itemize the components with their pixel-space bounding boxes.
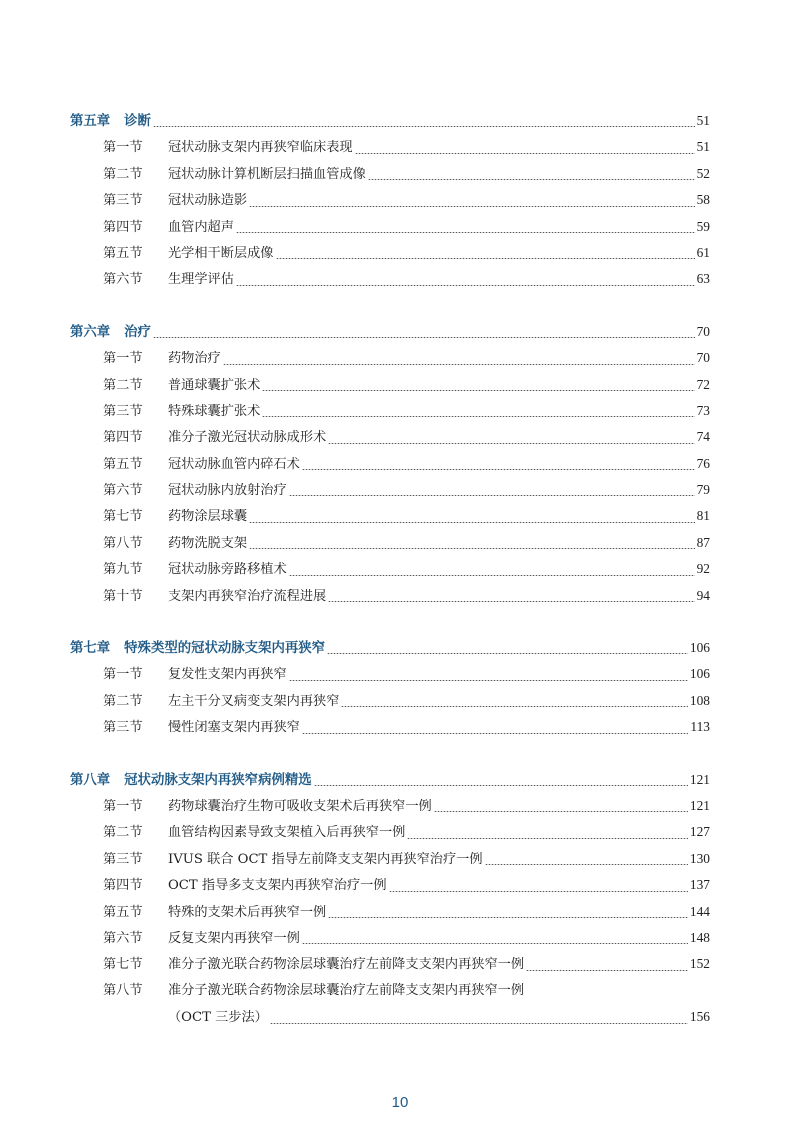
section-entry[interactable]	[70, 424, 710, 450]
section-title: 准分子激光联合药物涂层球囊治疗左前降支支架内再狭窄一例	[168, 957, 525, 973]
section-title: 血管内超声	[168, 219, 234, 235]
chapter-entry[interactable]	[70, 635, 710, 661]
section-page: 70	[696, 350, 710, 366]
section-page: 121	[689, 797, 710, 813]
chapter-title: 诊断	[124, 114, 151, 129]
section-label: 第五节	[103, 456, 143, 472]
dot-leader	[262, 390, 694, 391]
section-title: 药物治疗	[168, 351, 221, 367]
section-title: 支架内再狭窄治疗流程进展	[168, 588, 327, 604]
dot-leader	[302, 469, 695, 470]
dot-leader	[314, 785, 688, 786]
section-entry[interactable]	[70, 951, 710, 977]
section-entry[interactable]	[70, 583, 710, 609]
section-entry[interactable]	[70, 187, 710, 213]
section-entry[interactable]	[70, 793, 710, 819]
section-label: 第八节	[103, 982, 143, 998]
dot-leader	[328, 601, 694, 602]
section-title: IVUS 联合 OCT 指导左前降支支架内再狭窄治疗一例	[168, 851, 483, 867]
section-entry[interactable]	[70, 161, 710, 187]
section-title: 复发性支架内再狭窄	[168, 667, 287, 683]
section-label: 第九节	[103, 562, 143, 578]
section-entry[interactable]	[70, 819, 710, 845]
dot-leader	[341, 706, 687, 707]
section-label: 第六节	[103, 483, 143, 499]
section-page: 137	[689, 877, 710, 893]
section-entry[interactable]	[70, 503, 710, 529]
dot-leader	[389, 891, 688, 892]
section-page: 94	[696, 587, 710, 603]
section-title: 慢性闭塞支架内再狭窄	[168, 720, 300, 736]
dot-leader	[289, 495, 695, 496]
dot-leader	[153, 126, 695, 127]
section-entry[interactable]	[70, 398, 710, 424]
chapter-label: 第五章	[70, 114, 111, 129]
chapter-block	[70, 635, 710, 741]
dot-leader	[270, 1023, 688, 1024]
section-page: 106	[689, 666, 710, 682]
dot-leader	[355, 153, 695, 154]
section-title: 冠状动脉支架内再狭窄临床表现	[168, 140, 353, 156]
chapter-page: 70	[696, 323, 710, 339]
dot-leader	[289, 680, 688, 681]
section-entry[interactable]	[70, 846, 710, 872]
section-entry[interactable]	[70, 872, 710, 898]
chapter-page: 121	[689, 771, 710, 787]
dot-leader	[485, 864, 688, 865]
section-page: 156	[689, 1009, 710, 1025]
section-page: 58	[696, 192, 710, 208]
dot-leader	[153, 337, 695, 338]
section-entry[interactable]	[70, 372, 710, 398]
section-label: 第六节	[103, 930, 143, 946]
section-page: 127	[689, 824, 710, 840]
section-entry[interactable]	[70, 345, 710, 371]
chapter-page: 106	[689, 640, 710, 656]
section-label: 第二节	[103, 693, 143, 709]
section-page: 73	[696, 402, 710, 418]
section-page: 113	[690, 719, 710, 735]
chapter-page: 51	[696, 113, 710, 128]
chapter-title: 治疗	[124, 324, 151, 340]
section-page: 81	[696, 508, 710, 524]
section-page: 92	[696, 561, 710, 577]
section-label: 第三节	[103, 851, 143, 867]
section-page: 52	[696, 165, 710, 181]
dot-leader	[328, 917, 688, 918]
section-label: 第三节	[103, 193, 143, 209]
section-label: 第五节	[103, 904, 143, 920]
section-title: 左主干分叉病变支架内再狭窄	[168, 693, 340, 709]
dot-leader	[368, 179, 695, 180]
dot-leader	[276, 258, 695, 259]
section-title: 血管结构因素导致支架植入后再狭窄一例	[168, 825, 406, 841]
section-label: 第四节	[103, 878, 143, 894]
section-entry[interactable]	[70, 530, 710, 556]
page-number: 10	[391, 1094, 409, 1111]
section-title: 药物涂层球囊	[168, 509, 248, 525]
section-label: 第七节	[103, 957, 143, 973]
section-entry[interactable]	[70, 899, 710, 925]
section-label: 第一节	[103, 798, 143, 814]
table-of-contents	[70, 108, 710, 1057]
section-label: 第一节	[103, 667, 143, 683]
section-entry[interactable]	[70, 925, 710, 951]
section-page: 74	[696, 429, 710, 445]
section-label: 第二节	[103, 377, 143, 393]
chapter-title: 冠状动脉支架内再狭窄病例精选	[124, 772, 312, 788]
section-title: 冠状动脉造影	[168, 193, 248, 209]
section-title: 准分子激光冠状动脉成形术	[168, 430, 327, 446]
section-entry[interactable]	[70, 214, 710, 240]
section-page: 79	[696, 482, 710, 498]
chapter-block	[70, 767, 710, 1031]
section-entry[interactable]	[70, 451, 710, 477]
section-title: 特殊的支架术后再狭窄一例	[168, 904, 327, 920]
section-title: 冠状动脉计算机断层扫描血管成像	[168, 166, 366, 182]
dot-leader	[236, 285, 695, 286]
dot-leader	[407, 838, 688, 839]
section-page: 152	[689, 956, 710, 972]
section-title: 准分子激光联合药物涂层球囊治疗左前降支支架内再狭窄一例	[168, 982, 525, 998]
chapter-block	[70, 319, 710, 609]
chapter-label: 第六章	[70, 324, 111, 340]
section-label: 第二节	[103, 166, 143, 182]
section-page: 148	[689, 929, 710, 945]
section-label: 第十节	[103, 588, 143, 604]
section-title: 冠状动脉内放射治疗	[168, 483, 287, 499]
dot-leader	[302, 943, 688, 944]
dot-leader	[262, 416, 694, 417]
section-page: 87	[696, 534, 710, 550]
section-title: 特殊球囊扩张术	[168, 403, 261, 419]
section-label: 第二节	[103, 825, 143, 841]
section-title: 反复支架内再狭窄一例	[168, 930, 300, 946]
section-label: 第一节	[103, 351, 143, 367]
section-entry-continuation[interactable]	[70, 1004, 710, 1030]
chapter-label: 第八章	[70, 772, 111, 788]
section-page: 76	[696, 455, 710, 471]
chapter-entry[interactable]	[70, 767, 710, 793]
section-label: 第七节	[103, 509, 143, 525]
dot-leader	[328, 443, 694, 444]
section-page: 51	[696, 139, 710, 155]
dot-leader	[249, 548, 694, 549]
section-title: 药物洗脱支架	[168, 535, 248, 551]
section-title: OCT 指导多支支架内再狭窄治疗一例	[168, 878, 387, 894]
section-label: 第四节	[103, 219, 143, 235]
section-entry[interactable]	[70, 978, 710, 1004]
section-page: 144	[689, 903, 710, 919]
section-title: 冠状动脉血管内碎石术	[168, 456, 300, 472]
section-title: 生理学评估	[168, 272, 234, 288]
chapter-entry[interactable]	[70, 319, 710, 345]
section-entry[interactable]	[70, 240, 710, 266]
dot-leader	[223, 364, 695, 365]
section-page: 72	[696, 376, 710, 392]
section-label: 第八节	[103, 535, 143, 551]
dot-leader	[302, 733, 689, 734]
chapter-block	[70, 108, 710, 293]
section-entry[interactable]	[70, 477, 710, 503]
chapter-label: 第七章	[70, 641, 111, 657]
section-title: 冠状动脉旁路移植术	[168, 562, 287, 578]
section-label: 第五节	[103, 245, 143, 261]
dot-leader	[434, 811, 688, 812]
section-label: 第六节	[103, 272, 143, 288]
dot-leader	[526, 970, 688, 971]
section-label: 第三节	[103, 403, 143, 419]
section-title: 光学相干断层成像	[168, 245, 274, 261]
dot-leader	[249, 206, 694, 207]
dot-leader	[249, 522, 694, 523]
dot-leader	[327, 653, 688, 654]
section-entry[interactable]	[70, 714, 710, 740]
section-page: 63	[696, 271, 710, 287]
section-page: 61	[696, 244, 710, 260]
section-title-continuation: （OCT 三步法）	[168, 1010, 268, 1026]
section-label: 第四节	[103, 430, 143, 446]
section-entry[interactable]	[70, 134, 710, 160]
section-page: 59	[696, 218, 710, 234]
section-page: 108	[689, 692, 710, 708]
section-title: 药物球囊治疗生物可吸收支架术后再狭窄一例	[168, 798, 432, 814]
chapter-entry[interactable]	[70, 108, 710, 134]
section-label: 第一节	[103, 140, 143, 156]
section-entry[interactable]	[70, 556, 710, 582]
section-entry[interactable]	[70, 688, 710, 714]
section-page: 130	[689, 850, 710, 866]
section-title: 普通球囊扩张术	[168, 377, 261, 393]
section-label: 第三节	[103, 720, 143, 736]
dot-leader	[289, 575, 695, 576]
chapter-title: 特殊类型的冠状动脉支架内再狭窄	[124, 641, 326, 657]
section-entry[interactable]	[70, 266, 710, 292]
section-entry[interactable]	[70, 661, 710, 687]
dot-leader	[236, 232, 695, 233]
